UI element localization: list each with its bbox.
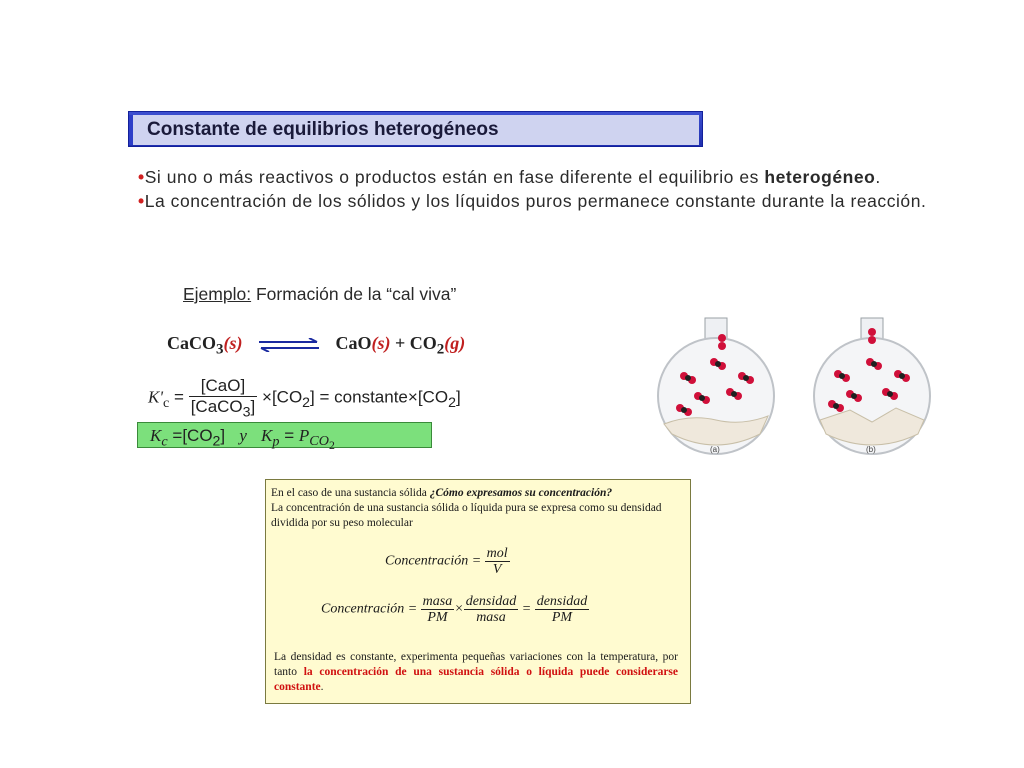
flask-b: [814, 318, 930, 454]
equilibrium-arrow-icon: [257, 338, 321, 352]
note-paragraph: La concentración de una sustancia sólida o líquida pura se expresa como su densidad dividida por su peso molecular: [271, 502, 662, 529]
title-bar: [128, 111, 703, 147]
concentration-equation-2: Concentración = $\frac{\text{masa}}{PM}$ × $\frac{\text{densidad}}{\text{masa}}$ = $\frac{\text{densidad}}{PM}$: [321, 594, 588, 625]
bullet-2: •La concentración de los sólidos y los líquidos puros permanece constante durante la reacción.: [138, 191, 927, 211]
bullet-dot: •: [138, 167, 145, 187]
slide-title: Constante de equilibrios heterogéneos: [129, 115, 699, 145]
example-heading: [183, 284, 456, 305]
note-footer: La densidad es constante, experimenta pequeñas variaciones con la temperatura, por tanto la concentración de una sustancia sólida o líquida puede considerarse constante.: [274, 651, 679, 693]
flask-b-label: (b): [866, 445, 876, 454]
bullet-dot: •: [138, 191, 145, 211]
note-intro: En el caso de una sustancia sólida ¿Cómo expresamos su concentración?: [271, 487, 613, 499]
concentration-equation-1: Concentración = $\frac{\text{mol}}{V}$: [385, 546, 508, 577]
concentration-fraction: $\frac{\text{[CaO]}}{[CaCO_3]}$: [190, 376, 256, 421]
bullet-1: •Si uno o más reactivos o productos están en fase diferente el equilibrio es heterogéneo.: [138, 167, 881, 187]
example-label: Ejemplo:: [183, 284, 252, 304]
bullet-list: [138, 165, 946, 213]
flask-a: [658, 318, 774, 454]
concentration-note: [265, 479, 691, 704]
example-text: Formación de la “cal viva”: [251, 284, 457, 304]
kc-kp-box: $K_c =[CO_2]$ y $K_p = P_{CO_2}$: [137, 422, 432, 448]
reaction-equation: CaCO$_3$(s) $CaO(s) + CO_2(g)$: [167, 333, 466, 358]
flask-a-label: (a): [710, 445, 720, 454]
flasks-illustration: [650, 316, 950, 456]
kc-prime-equation: $K'_c$ = $\frac{\text{[CaO]}}{[CaCO_3]}$ $\times[CO_2]$ = $constante\times[CO_2]$: [148, 376, 461, 421]
